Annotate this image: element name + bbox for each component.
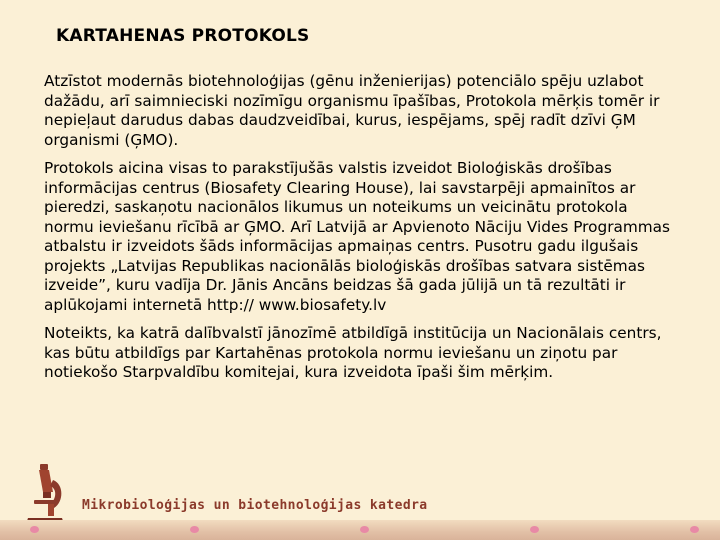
- microscope-icon: [22, 462, 68, 526]
- paragraph-national-center: Noteikts, ka katrā dalībvalstī jānozīmē atbildīgā institūcija un Nacionālais centrs, kas būtu atbildīgs par Kartahēnas protokola normu ieviešanu un ziņotu par notiekošo Starpvaldību komitejai, kura izveidota īpaši šim mērķim.: [44, 324, 662, 381]
- department-label: Mikrobioloģijas un biotehnoloģijas katedra: [82, 498, 428, 513]
- band-dot: [690, 526, 699, 533]
- body-text: [44, 72, 694, 392]
- paragraph-protocol: Protokols aicina visas to parakstījušās valstis izveidot Bioloģiskās drošības informācijas centrus (Biosafety Clearing House), lai savstarpēji apmainītos ar pieredzi, saskaņotu nacionālos likumus un noteikums un veicinātu protokola normu ieviešanu rīcībā ar ĢMO. Arī Latvijā ar Apvienoto Nāciju Vides Programmas atbalstu ir izveidots šāds informācijas apmaiņas centrs. Pusotru gadu ilgušais projekts „Latvijas Republikas nacionālās bioloģiskās drošības satvara sistēmas izveide”, kuru vadīja Dr. Jānis Ancāns beidzas šā gada jūlijā un tā rezultāti ir aplūkojami internetā http:// www.biosafety.lv: [44, 159, 671, 314]
- page-title: KARTAHENAS PROTOKOLS: [56, 26, 310, 46]
- band-dot: [530, 526, 539, 533]
- footer-band: [0, 520, 720, 540]
- band-dot: [360, 526, 369, 533]
- paragraph-intro: Atzīstot modernās biotehnoloģijas (gēnu inženierijas) potenciālo spēju uzlabot dažādu, arī saimnieciski nozīmīgu organismu īpašības, Protokola mērķis tomēr ir nepieļaut darudus dabas daudzveidībai, kurus, iespējams, spēj radīt dzīvi ĢM organismi (ĢMO).: [44, 72, 660, 149]
- footer: [0, 458, 720, 540]
- band-dot: [30, 526, 39, 533]
- band-dot: [190, 526, 199, 533]
